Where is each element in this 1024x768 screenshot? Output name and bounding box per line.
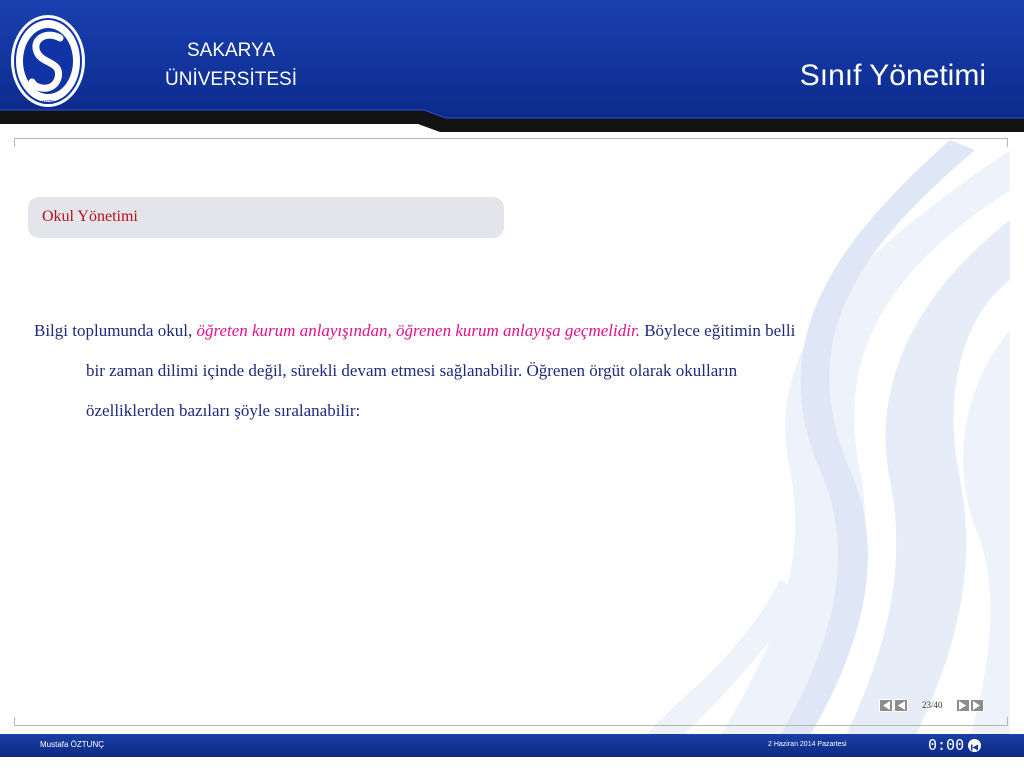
previous-slide-button[interactable]: [894, 699, 908, 712]
frame-corner: [1007, 717, 1008, 725]
frame-corner: [1007, 139, 1008, 147]
emphasized-text: öğreten kurum anlayışından, öğrenen kurum anlayışa geçmelidir.: [196, 321, 640, 340]
section-title: Okul Yönetimi: [42, 208, 138, 225]
rewind-timer-button[interactable]: [968, 739, 981, 752]
frame-corner: [14, 717, 15, 725]
svg-text:1970: 1970: [42, 100, 54, 106]
rewind-timer-icon: [968, 741, 981, 754]
body-paragraph: [34, 311, 984, 431]
slide-timer: 0:00: [928, 736, 965, 754]
page-counter: 23/40: [922, 700, 943, 710]
slide-footer: [0, 734, 1024, 768]
paragraph-line-2: bir zaman dilimi içinde değil, sürekli devam etmesi sağlanabilir. Öğrenen örgüt olarak okulların: [86, 361, 738, 380]
page-title: Sınıf Yönetimi: [799, 59, 986, 92]
university-name-line1: SAKARYA: [186, 40, 275, 61]
previous-slide-icon: [895, 700, 907, 711]
first-slide-icon: [880, 700, 892, 711]
last-slide-icon: [971, 700, 983, 711]
first-slide-button[interactable]: [879, 699, 893, 712]
author-name: Mustafa ÖZTUNÇ: [40, 740, 105, 749]
paragraph-text: Böylece eğitimin belli: [639, 321, 796, 340]
last-slide-button[interactable]: [970, 699, 984, 712]
footer-bar: [0, 734, 1024, 757]
frame-corner: [14, 139, 15, 147]
university-name-line2: ÜNİVERSİTESİ: [165, 69, 297, 90]
next-slide-icon: [957, 700, 969, 711]
next-slide-button[interactable]: [956, 699, 970, 712]
section-heading-box: [28, 197, 504, 238]
presentation-date: 2 Haziran 2014 Pazartesi: [768, 741, 847, 748]
paragraph-line-3: özelliklerden bazıları şöyle sıralanabilir:: [86, 401, 361, 420]
paragraph-line-1: [34, 311, 984, 351]
paragraph-text: Bilgi toplumunda okul,: [34, 321, 197, 340]
